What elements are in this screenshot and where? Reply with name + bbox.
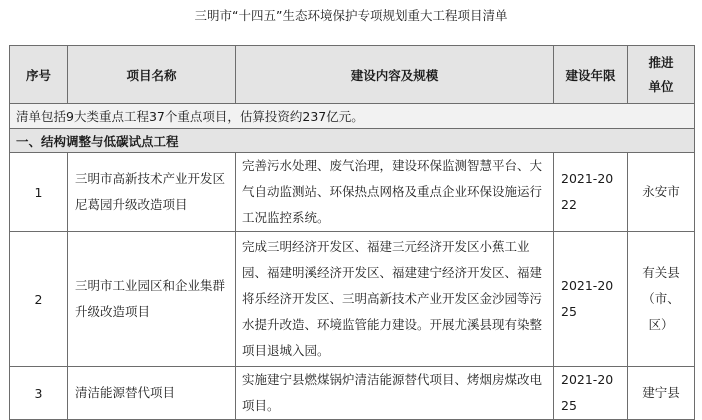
header-unit: [628, 46, 695, 104]
row-index: 2: [10, 232, 68, 367]
row-content: 完善污水处理、废气治理，建设环保监测智慧平台、大气自动监测站、环保热点网格及重点企业环保设施运行工况监控系统。: [236, 153, 554, 232]
row-year: 2021-2025: [554, 232, 628, 367]
row-name: 三明市工业园区和企业集群升级改造项目: [68, 232, 236, 367]
row-name: 清洁能源替代项目: [68, 367, 236, 420]
header-index: 序号: [10, 46, 68, 104]
row-name: 三明市高新技术产业开发区尼葛园升级改造项目: [68, 153, 236, 232]
section-row: [10, 129, 695, 153]
row-content: 完成三明经济开发区、福建三元经济开发区小蕉工业园、福建明溪经济开发区、福建建宁经济开发区、福建将乐经济开发区、三明高新技术产业开发区金沙园等污水提升改造、环境监管能力建设。开展尤溪县现有染整项目退城入园。: [236, 232, 554, 367]
row-year: 2021-2025: [554, 367, 628, 420]
row-index: 3: [10, 367, 68, 420]
row-content: 实施建宁县燃煤锅炉清洁能源替代项目、烤烟房煤改电项目。: [236, 367, 554, 420]
header-unit-line2: 单位: [648, 78, 674, 94]
row-unit: 有关县（市、区）: [628, 232, 695, 367]
summary-text: 清单包括9大类重点工程37个重点项目，估算投资约237亿元。: [10, 104, 695, 129]
header-content: 建设内容及规模: [236, 46, 554, 104]
section-title: 一、结构调整与低碳试点工程: [10, 129, 695, 153]
row-unit: 永安市: [628, 153, 695, 232]
project-table: [9, 45, 695, 420]
document-title: 三明市“十四五”生态环境保护专项规划重大工程项目清单: [194, 8, 508, 23]
row-unit: 建宁县: [628, 367, 695, 420]
row-index: 1: [10, 153, 68, 232]
table-row: [10, 367, 695, 420]
header-unit-line1: 推进: [648, 54, 674, 70]
summary-row: [10, 104, 695, 129]
header-row: [10, 46, 695, 104]
table-row: [10, 153, 695, 232]
header-year: 建设年限: [554, 46, 628, 104]
row-year: 2021-2022: [554, 153, 628, 232]
table-row: [10, 232, 695, 367]
header-name: 项目名称: [68, 46, 236, 104]
